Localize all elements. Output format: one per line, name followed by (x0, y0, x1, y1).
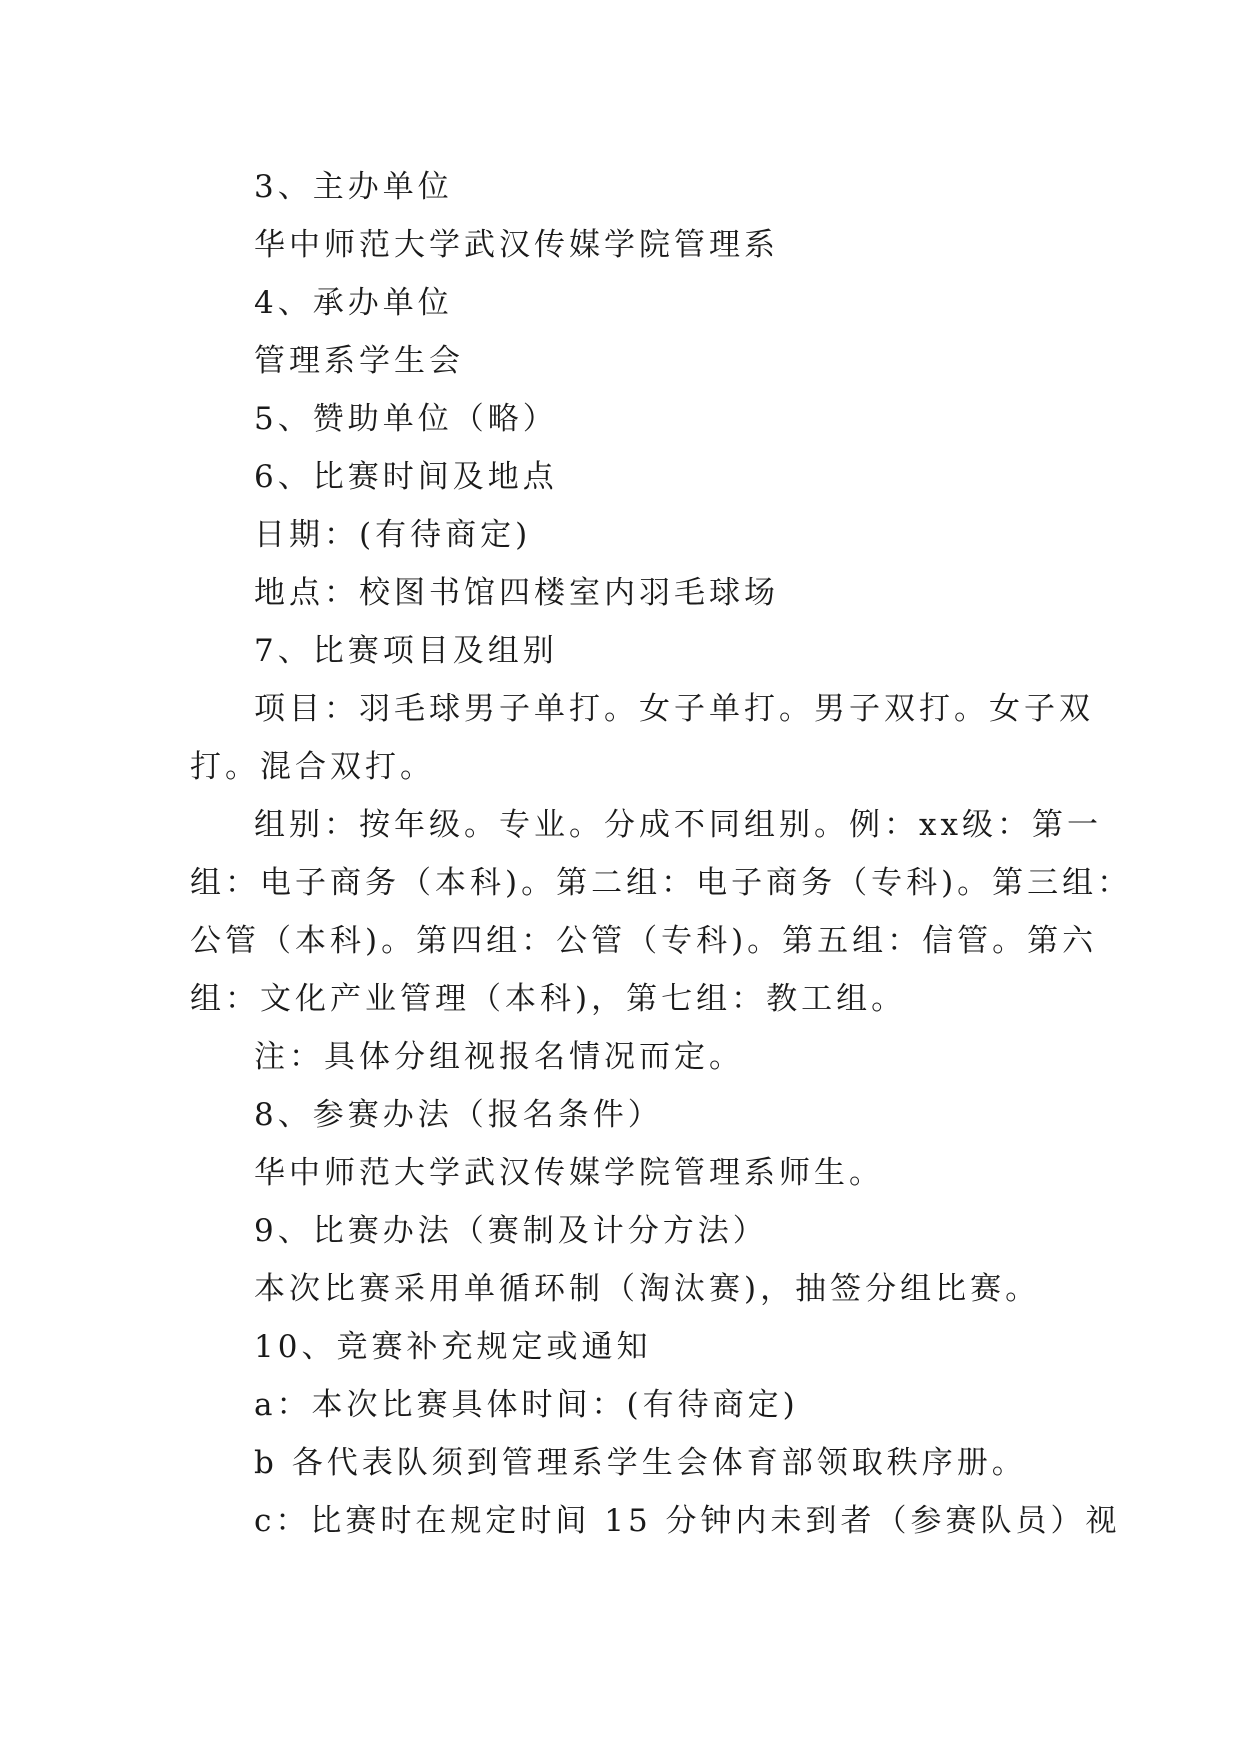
note-line: 注：具体分组视报名情况而定。 (254, 1039, 744, 1075)
groups-line-continued-1: 组：电子商务（本科)。第二组：电子商务（专科)。第三组： (190, 865, 1133, 901)
events-line-continued: 打。混合双打。 (190, 749, 435, 785)
heading-organizer: 3、主办单位 (254, 169, 453, 205)
groups-line: 组别：按年级。专业。分成不同组别。例：xx级：第一 (254, 807, 1102, 843)
rule-b: b 各代表队须到管理系学生会体育部领取秩序册。 (254, 1445, 1027, 1481)
heading-host: 4、承办单位 (254, 285, 453, 321)
groups-line-continued-3: 组：文化产业管理（本科)，第七组：教工组。 (190, 981, 907, 1017)
host-value: 管理系学生会 (254, 343, 464, 379)
heading-sponsor: 5、赞助单位（略） (254, 401, 558, 437)
heading-supplementary-rules: 10、竞赛补充规定或通知 (254, 1329, 652, 1365)
heading-participation: 8、参赛办法（报名条件） (254, 1097, 663, 1133)
heading-events-groups: 7、比赛项目及组别 (254, 633, 558, 669)
participation-value: 华中师范大学武汉传媒学院管理系师生。 (254, 1155, 884, 1191)
events-line: 项目：羽毛球男子单打。女子单打。男子双打。女子双 (254, 691, 1094, 727)
place-line: 地点：校图书馆四楼室内羽毛球场 (254, 575, 779, 611)
rule-c: c：比赛时在规定时间 15 分钟内未到者（参赛队员）视 (254, 1503, 1121, 1539)
document-body (190, 158, 1133, 1550)
organizer-value: 华中师范大学武汉传媒学院管理系 (254, 227, 779, 263)
groups-line-continued-2: 公管（本科)。第四组：公管（专科)。第五组：信管。第六 (190, 923, 1098, 959)
competition-method-value: 本次比赛采用单循环制（淘汰赛)，抽签分组比赛。 (254, 1271, 1041, 1307)
date-line: 日期：(有待商定) (254, 517, 532, 553)
heading-time-place: 6、比赛时间及地点 (254, 459, 558, 495)
heading-competition-method: 9、比赛办法（赛制及计分方法） (254, 1213, 768, 1249)
rule-a: a：本次比赛具体时间：(有待商定) (254, 1387, 799, 1423)
